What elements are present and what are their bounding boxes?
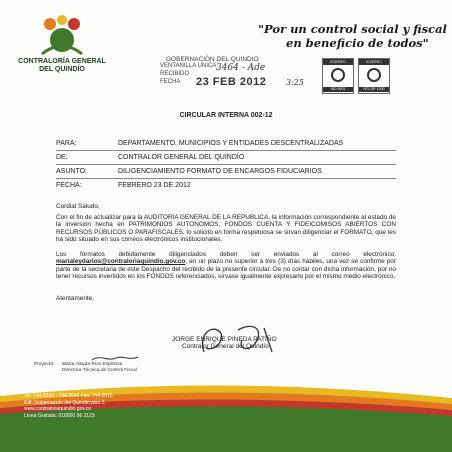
footer-phone: Tel: 744 5183 - 744 9940 Fax: 744 0016: [24, 393, 113, 399]
cert-badge-bottom: ISO 9001: [323, 87, 353, 92]
footer-hotline: Línea Gratuita: 018000 96 3123: [24, 412, 95, 419]
prepared-by: [34, 362, 137, 373]
certification-badges: [322, 58, 392, 94]
org-name-line2: DEL QUINDÍO: [39, 66, 85, 73]
cert-badge-bottom: NTCGP 1000: [359, 87, 389, 92]
stamp-handwritten-number: 3464 - Ade: [216, 63, 266, 73]
greeting: Cordial Saludo,: [56, 203, 100, 210]
stamp-handwritten-time: 3:25: [286, 78, 304, 87]
asunto-value: DILIGENCIAMIENTO FORMATO DE ENCARGOS FIDUCIARIOS: [118, 168, 322, 175]
certification-icon: [367, 68, 381, 82]
paragraph-2-rest: , en un plazo no superior a tres (3) días hábiles, una vez se confirme por parte de la secretaria de este Despacho del recibido de la presente circular. De no contar con dicha información, por no tener recursos invertidos en los FONDOS referenciados, sírvase igualmente expresarlo por el mismo medio electrónico.: [56, 258, 396, 280]
initials-signature: [90, 352, 140, 364]
stamp-date-label: FECHA: [160, 79, 181, 85]
footer-address: Edf. Gobernación del Quindío piso 5: [24, 399, 105, 406]
prepared-by-label: Proyectó:: [34, 362, 55, 367]
para-value: DEPARTAMENTO, MUNICIPIOS Y ENTIDADES DESCENTRALIZADAS: [118, 140, 344, 147]
stamp-window: VENTANILLA UNICA: [160, 63, 217, 69]
logo-mark-icon: [36, 14, 88, 58]
prepared-by-role: Directora Técnica de Control Fiscal: [62, 368, 137, 373]
cert-badge-top: ICONTEC: [359, 59, 389, 65]
signatory-title: Contralor General del Quindío: [182, 343, 269, 350]
asunto-label: ASUNTO:: [56, 168, 87, 175]
footer-website-link[interactable]: www.contraloriaquindio.gov.co: [24, 406, 92, 413]
certification-icon: [331, 68, 345, 82]
para-label: PARA:: [56, 140, 77, 147]
received-stamp: [158, 56, 304, 94]
org-logo: [14, 14, 110, 84]
paragraph-1: Con el fin de actualizar para la AUDITORIA GENERAL DE LA REPUBLICA, la información correspondiente al estado de la inversión hecha en PATRIMONIOS AUTONOMOS, FONDOS CUENTA Y FIDEICOMISOS ABIERTOS CON RECURSOS PÚBLICOS O PARAFISCALES, lo solicito en forma respetuosa se sirvan diligenciar el FORMATO, que les ha sido situado en sus correos electrónicos institucionales.: [56, 214, 396, 243]
org-name: [14, 58, 110, 74]
cert-badge-ntcgp: [358, 58, 390, 94]
slogan-line2: en beneficio de todos": [286, 36, 429, 50]
closing: Atentamente,: [56, 295, 95, 302]
stamp-entity: GOBERNACIÓN DEL QUINDIO: [166, 56, 259, 63]
slogan-line1: "Por un control social y fiscal: [258, 22, 447, 36]
divider: [56, 150, 396, 151]
stamp-date: 23 FEB 2012: [196, 76, 267, 88]
stamp-received: RECIBIDO: [160, 71, 190, 77]
divider: [56, 164, 396, 165]
cert-badge-top: ICONTEC: [323, 59, 353, 65]
prepared-by-name: María Aleyda Ríos Espinosa: [62, 362, 123, 367]
contact-email-link[interactable]: marialeydarios@contraloriaquindio.gov.co: [56, 258, 186, 266]
org-name-line1: CONTRALORÍA GENERAL: [18, 58, 106, 65]
de-label: DE:: [56, 154, 68, 161]
fecha-label: FECHA:: [56, 182, 82, 189]
circular-title: CIRCULAR INTERNA 002-12: [179, 112, 273, 119]
paragraph-2: [56, 251, 396, 280]
de-value: CONTRALOR GENERAL DEL QUINDÍO: [118, 154, 245, 161]
fecha-value: FEBRERO 23 DE 2012: [118, 182, 191, 189]
signatory-name: JORGE ENRIQUE PINEDA PATIÑO: [172, 336, 277, 343]
divider: [56, 178, 396, 179]
footer-contacts: [24, 393, 113, 419]
paragraph-2-intro: Los formatos debidamente diligenciados deben ser enviados al correo electrónico,: [56, 251, 396, 258]
cert-badge-iso: [322, 58, 354, 94]
slogan: [258, 22, 448, 50]
